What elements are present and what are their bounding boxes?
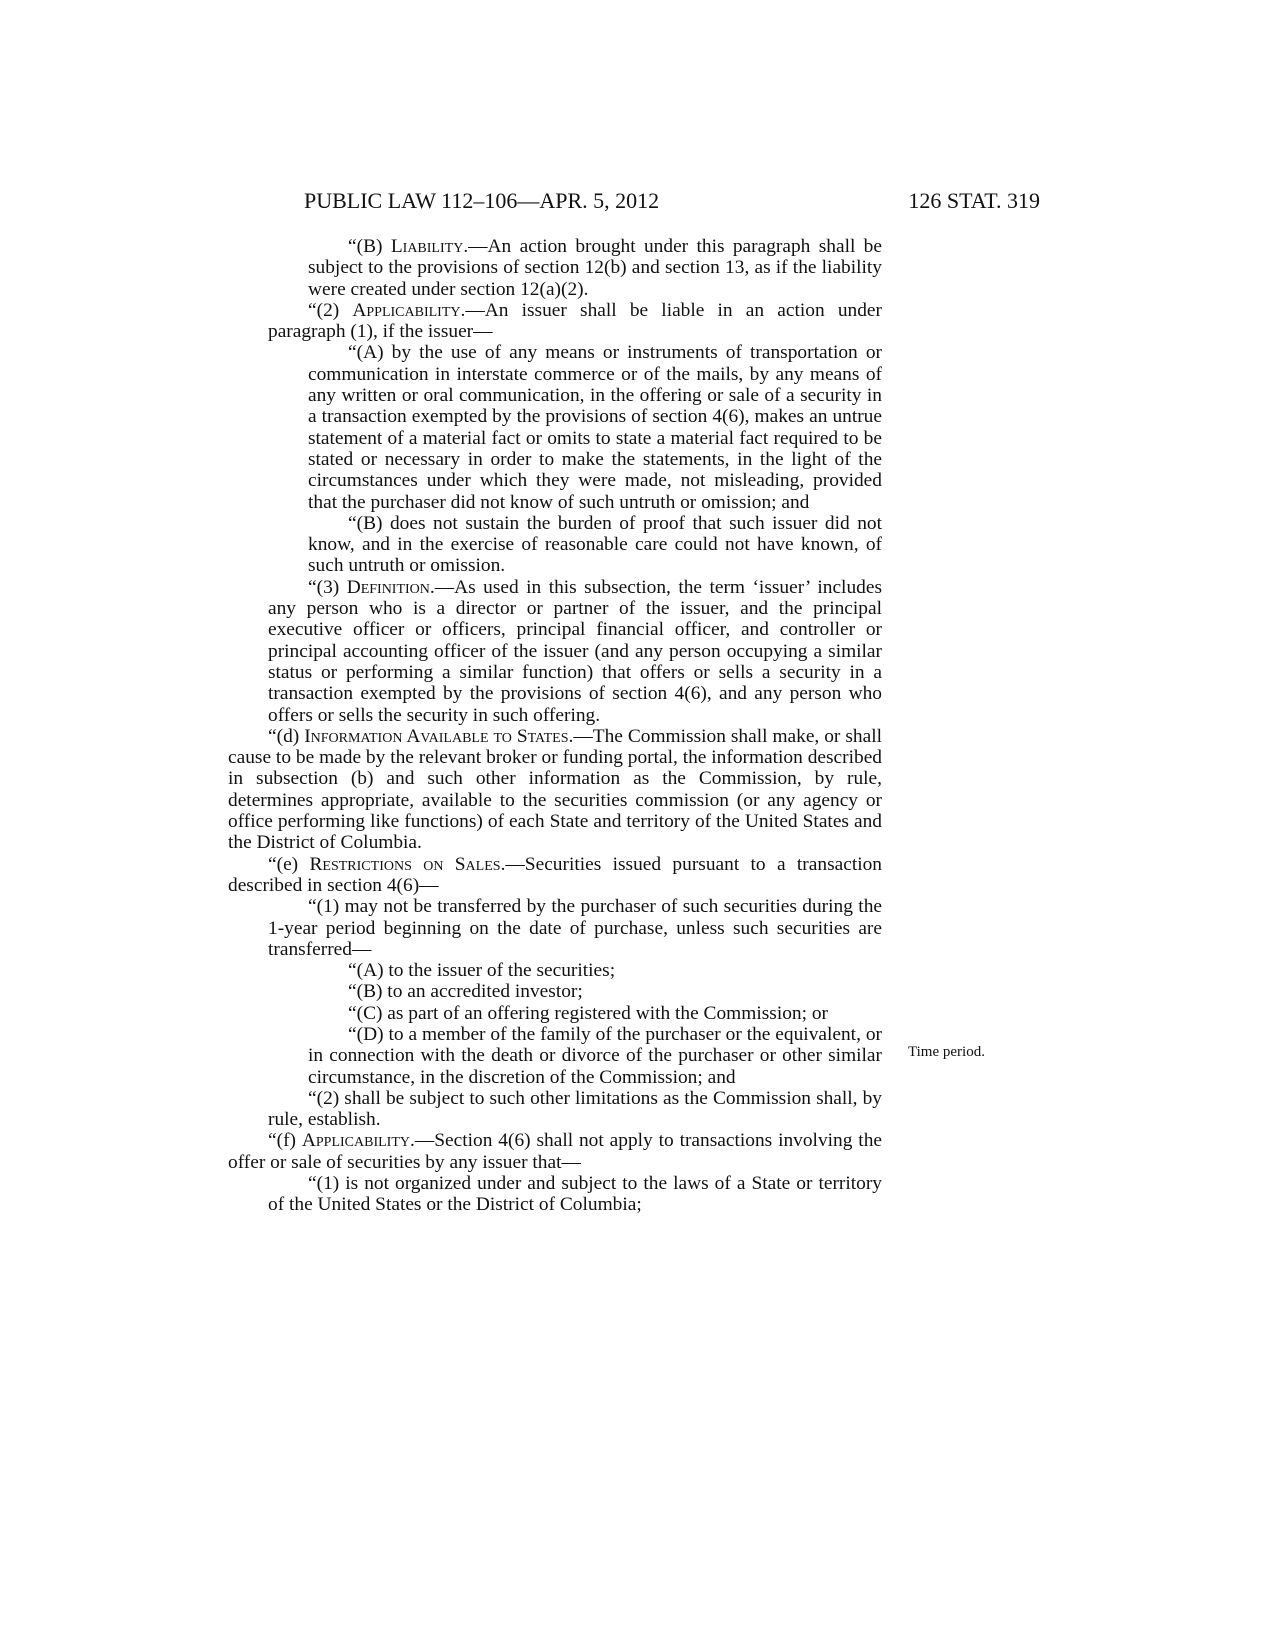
paragraph-a-issuer: “(A) to the issuer of the securities; [348,960,616,982]
paragraph-2-applicability: “(2) Applicability.—An issuer shall be liable in an action under paragraph (1), if the issuer— [268,299,882,343]
header-page-number: 126 STAT. 319 [908,188,1040,213]
document-body [228,236,882,1216]
paragraph-a-means: “(A) by the use of any means or instruments of transportation or communication in interstate commerce or of the mails, by any means of any written or oral communication, in the offering or sale of a security in a transaction exempted by the provisions of section 4(6), makes an untrue statement of a material fact or omits to state a material fact required to be stated or necessary in order to make the statements, in the light of the circumstances under which they were made, not misleading, provided that the purchaser did not know of such untruth or omission; and [308,342,882,513]
paragraph-b-liability: “(B) Liability.—An action brought under this paragraph shall be subject to the provisions of section 12(b) and section 13, as if the liability were created under section 12(a)(2). [308,236,882,300]
paragraph-c-offering: “(C) as part of an offering registered with the Commission; or [348,1002,828,1024]
subsection-d-information: “(d) Information Available to States.—The Commission shall make, or shall cause to be made by the relevant broker or funding portal, the information described in subsection (b) and such other information as the Commission, by rule, determines appropriate, available to the securities commission (or any agency or office performing like functions) of each State and territory of the United States and the District of Columbia. [228,725,882,854]
paragraph-d-family: “(D) to a member of the family of the purchaser or the equivalent, or in connection with the death or divorce of the purchaser or other similar circumstance, in the discretion of the Commission; and [308,1023,882,1088]
paragraph-b-investor: “(B) to an accredited investor; [348,981,583,1003]
margin-note: Time period. [908,1044,985,1060]
page-header [234,186,1040,216]
subsection-e-restrictions: “(e) Restrictions on Sales.—Securities issued pursuant to a transaction described in section 4(6)— [228,853,882,896]
paragraph-3-definition: “(3) Definition.—As used in this subsection, the term ‘issuer’ includes any person who is a director or partner of the issuer, and the principal executive officer or officers, principal financial officer, and controller or principal accounting officer of the issuer (and any person occupying a similar status or performing a similar function) that offers or sells a security in a transaction exempted by the provisions of section 4(6), and any person who offers or sells the security in such offering. [268,576,882,726]
paragraph-1-organized: “(1) is not organized under and subject to the laws of a State or territory of the United States or the District of Columbia; [268,1173,882,1216]
paragraph-1-transfer: “(1) may not be transferred by the purchaser of such securities during the 1-year period beginning on the date of purchase, unless such securities are transferred— [268,896,882,960]
paragraph-2-limitations: “(2) shall be subject to such other limitations as the Commission shall, by rule, establish. [268,1087,882,1131]
header-title: PUBLIC LAW 112–106—APR. 5, 2012 [304,188,660,213]
paragraph-b-burden: “(B) does not sustain the burden of proof that such issuer did not know, and in the exercise of reasonable care could not have known, of such untruth or omission. [308,512,882,577]
subsection-f-applicability: “(f) Applicability.—Section 4(6) shall not apply to transactions involving the offer or sale of securities by any issuer that— [228,1130,882,1173]
